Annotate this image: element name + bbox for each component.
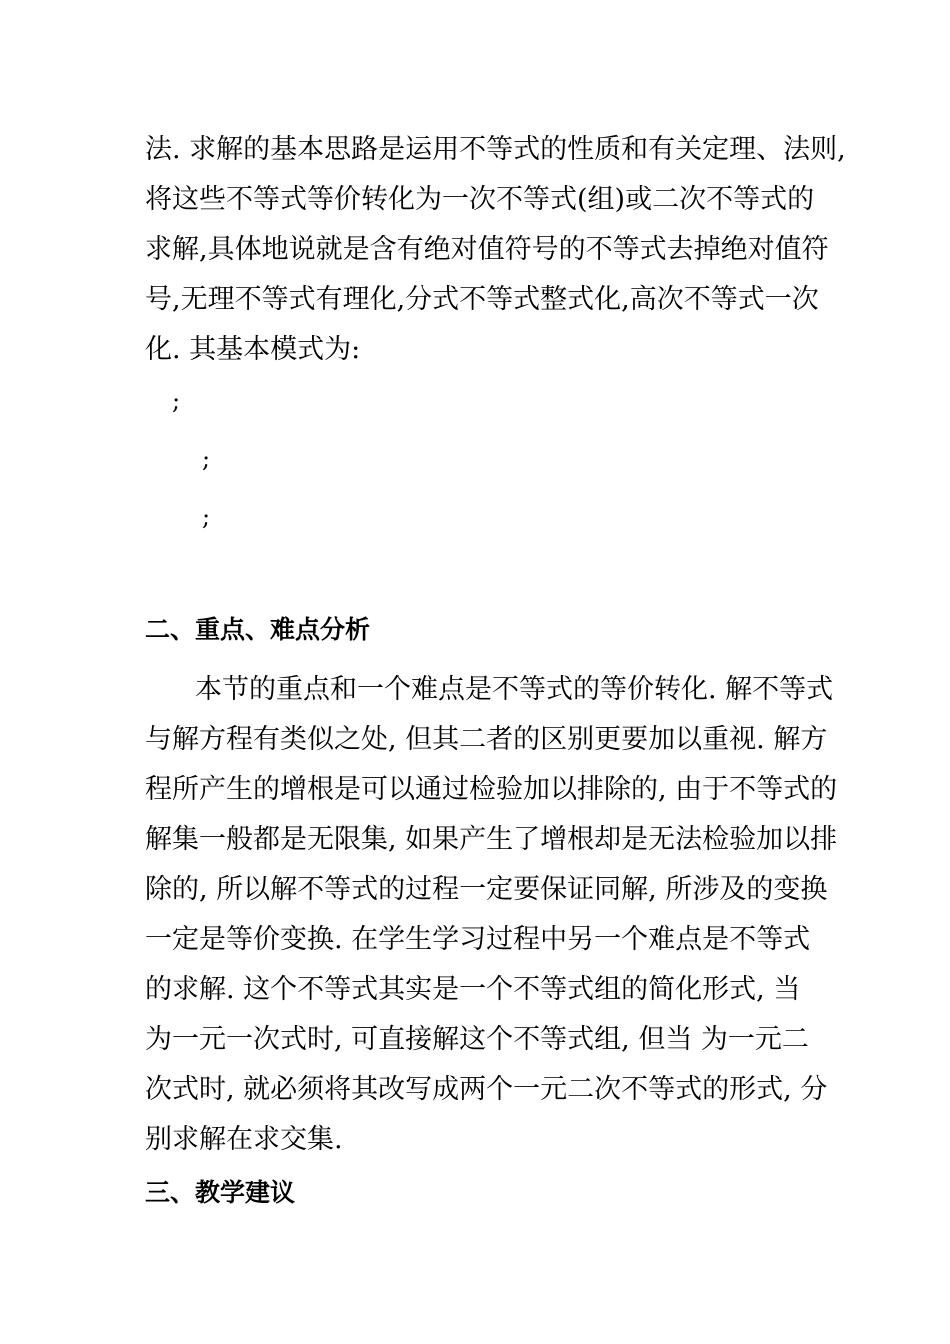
- model-line-1: ;: [172, 387, 181, 415]
- section2-line-8: 为一元一次式时, 可直接解这个不等式组, 但当 为一元二: [145, 1024, 809, 1055]
- model-line-2: ;: [202, 445, 211, 473]
- intro-line-5: 化. 其基本模式为:: [145, 334, 361, 365]
- intro-line-1: 法. 求解的基本思路是运用不等式的性质和有关定理、法则,: [145, 134, 846, 165]
- section2-line-3: 程所产生的增根是可以通过检验加以排除的, 由于不等式的: [145, 774, 838, 805]
- intro-line-3: 求解,具体地说就是含有绝对值符号的不等式去掉绝对值符: [145, 234, 829, 265]
- model-line-3: ;: [202, 503, 211, 531]
- intro-line-2: 将这些不等式等价转化为一次不等式(组)或二次不等式的: [145, 184, 815, 215]
- section2-line-4: 解集一般都是无限集, 如果产生了增根却是无法检验加以排: [145, 824, 838, 855]
- section2-line-5: 除的, 所以解不等式的过程一定要保证同解, 所涉及的变换: [145, 874, 828, 905]
- section2-line-10: 别求解在求交集.: [145, 1124, 343, 1155]
- section-heading-key-points: 二、重点、难点分析: [145, 615, 371, 644]
- intro-line-4: 号,无理不等式有理化,分式不等式整式化,高次不等式一次: [145, 284, 819, 315]
- section2-line-6: 一定是等价变换. 在学生学习过程中另一个难点是不等式: [145, 924, 811, 955]
- section2-line-1: 本节的重点和一个难点是不等式的等价转化. 解不等式: [195, 674, 834, 705]
- section2-line-9: 次式时, 就必须将其改写成两个一元二次不等式的形式, 分: [145, 1074, 828, 1105]
- section2-line-7: 的求解. 这个不等式其实是一个不等式组的简化形式, 当: [145, 974, 801, 1005]
- section-heading-teaching-suggestions: 三、教学建议: [145, 1178, 296, 1207]
- section2-line-2: 与解方程有类似之处, 但其二者的区别更要加以重视. 解方: [145, 724, 828, 755]
